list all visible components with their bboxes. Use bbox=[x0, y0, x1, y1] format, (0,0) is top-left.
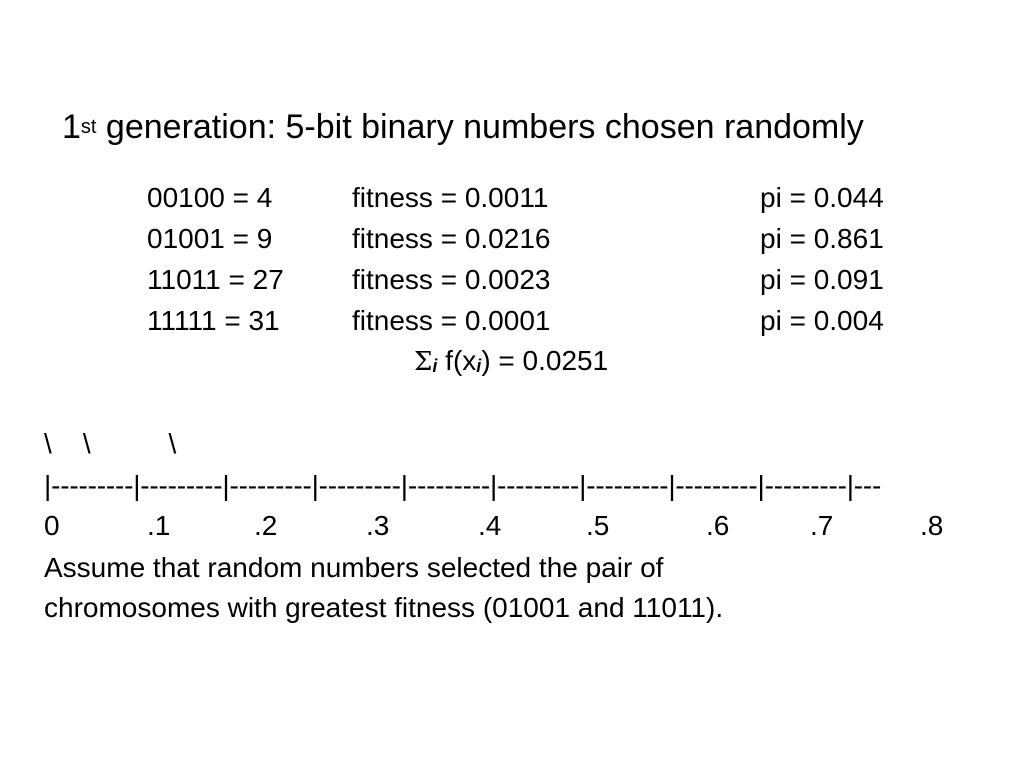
assumption-paragraph bbox=[44, 548, 1004, 628]
fitness-value: fitness = 0.0023 bbox=[352, 264, 551, 295]
binary-value: 11111 = 31 bbox=[147, 305, 280, 336]
binary-value: 01001 = 9 bbox=[147, 223, 273, 254]
tick-label: .4 bbox=[478, 510, 502, 541]
selection-markers: \ \ \ bbox=[44, 428, 177, 459]
fitness-value: fitness = 0.0011 bbox=[352, 182, 549, 213]
sigma-subscript: i bbox=[432, 356, 438, 376]
x-subscript: i bbox=[476, 356, 482, 376]
title-text: generation: 5-bit binary numbers chosen randomly bbox=[96, 108, 864, 146]
scale-tick-labels bbox=[0, 506, 1024, 546]
binary-value: 00100 = 4 bbox=[147, 182, 273, 213]
sigma-symbol: Σ bbox=[414, 347, 433, 377]
tick-label: .3 bbox=[366, 510, 390, 541]
pi-value: pi = 0.004 bbox=[760, 305, 884, 336]
tick-label: .2 bbox=[254, 510, 278, 541]
pi-value: pi = 0.044 bbox=[760, 182, 884, 213]
pi-value: pi = 0.091 bbox=[760, 264, 884, 295]
roulette-scale: |---------|---------|---------|---------|---------|---------|---------|---------|---------|--- bbox=[44, 470, 882, 501]
tick-label: .8 bbox=[920, 510, 944, 541]
tick-label: .1 bbox=[147, 510, 171, 541]
slide-title bbox=[62, 104, 864, 150]
tick-label: 0 bbox=[44, 510, 60, 541]
tick-label: .5 bbox=[586, 510, 610, 541]
tick-label: .6 bbox=[706, 510, 730, 541]
paragraph-line: chromosomes with greatest fitness (01001 and 11011). bbox=[44, 592, 724, 623]
binary-value: 11011 = 27 bbox=[147, 264, 284, 295]
fitness-value: fitness = 0.0216 bbox=[352, 223, 551, 254]
fitness-value: fitness = 0.0001 bbox=[352, 305, 551, 336]
sum-result: ) = 0.0251 bbox=[481, 345, 609, 376]
paragraph-line: Assume that random numbers selected the pair of bbox=[44, 552, 664, 583]
title-superscript: st bbox=[80, 116, 97, 138]
title-prefix: 1 bbox=[62, 108, 81, 146]
sum-fx: f(x bbox=[437, 345, 477, 376]
fitness-sum bbox=[414, 341, 608, 384]
tick-label: .7 bbox=[810, 510, 834, 541]
pi-value: pi = 0.861 bbox=[760, 223, 884, 254]
